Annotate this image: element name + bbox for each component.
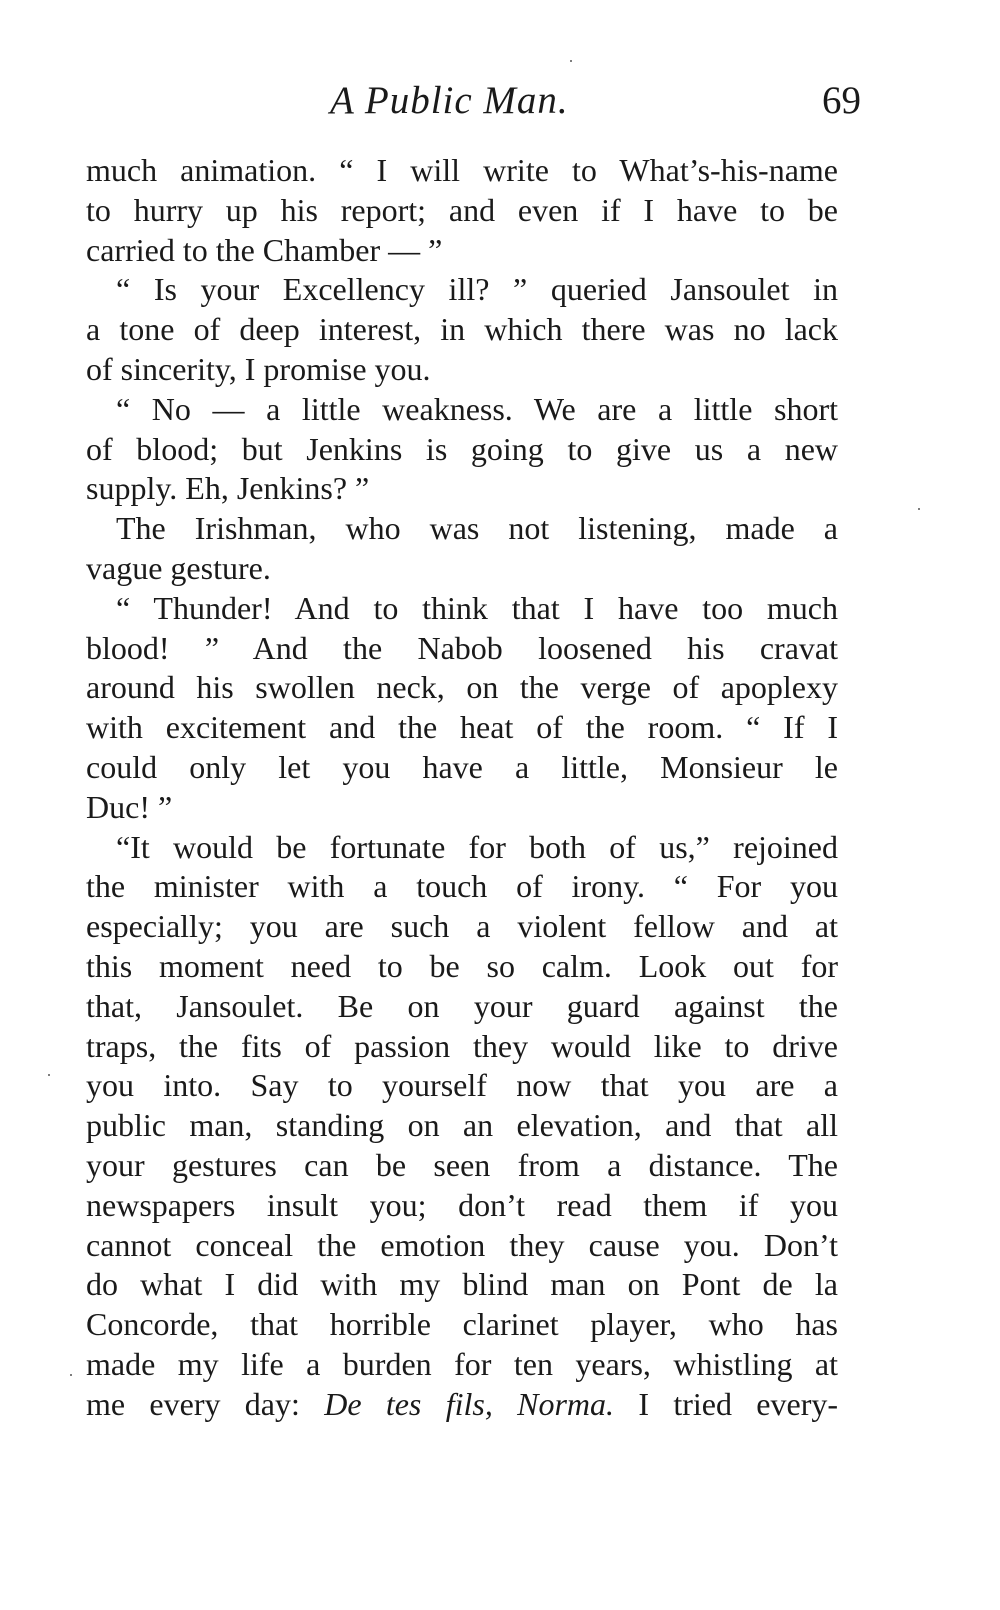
text-line: “It would be fortunate for both of us,” rejoined bbox=[116, 828, 838, 865]
body-text bbox=[86, 151, 838, 1425]
text-line: a tone of deep interest, in which there was no lack bbox=[86, 311, 838, 348]
text-line: traps, the fits of passion they would like to drive bbox=[86, 1027, 838, 1064]
text-line: around his swollen neck, on the verge of apoplexy bbox=[86, 669, 838, 706]
text-line: you into. Say to yourself now that you are a bbox=[86, 1067, 838, 1104]
page-number: 69 bbox=[822, 79, 861, 122]
last-line-before: me every day: bbox=[86, 1385, 325, 1422]
italic-quotation: De tes fils, Norma. bbox=[324, 1385, 615, 1422]
text-line: carried to the Chamber — ” bbox=[86, 231, 443, 268]
text-line: of blood; but Jenkins is going to give us a new bbox=[86, 430, 838, 467]
text-line: public man, standing on an elevation, and that all bbox=[86, 1107, 838, 1144]
text-line: Duc! ” bbox=[86, 788, 173, 825]
page-header bbox=[0, 78, 1000, 128]
scan-speck bbox=[48, 1074, 50, 1076]
text-line: vague gesture. bbox=[86, 549, 271, 586]
text-line: made my life a burden for ten years, whistling at bbox=[86, 1345, 838, 1382]
running-title: A Public Man. bbox=[330, 79, 569, 122]
text-line: your gestures can be seen from a distance. The bbox=[86, 1146, 838, 1183]
text-line: newspapers insult you; don’t read them if you bbox=[86, 1186, 838, 1223]
text-line: cannot conceal the emotion they cause you. Don’t bbox=[86, 1226, 838, 1263]
last-line-after: I tried every- bbox=[614, 1385, 839, 1422]
text-line: “ No — a little weakness. We are a little short bbox=[116, 390, 838, 427]
text-line: “ Is your Excellency ill? ” queried Jansoulet in bbox=[116, 271, 838, 308]
text-line: do what I did with my blind man on Pont de la bbox=[86, 1266, 838, 1303]
text-line: blood! ” And the Nabob loosened his cravat bbox=[86, 629, 838, 666]
text-line: Concorde, that horrible clarinet player, who has bbox=[86, 1306, 838, 1343]
text-line: to hurry up his report; and even if I have to be bbox=[86, 191, 838, 228]
text-line: especially; you are such a violent fellow and at bbox=[86, 908, 838, 945]
text-line: “ Thunder! And to think that I have too much bbox=[116, 589, 838, 626]
text-line: supply. Eh, Jenkins? ” bbox=[86, 470, 370, 507]
text-line: The Irishman, who was not listening, made a bbox=[116, 510, 838, 547]
text-line: with excitement and the heat of the room. “ If I bbox=[86, 709, 838, 746]
scan-speck bbox=[918, 508, 920, 510]
text-line: the minister with a touch of irony. “ For you bbox=[86, 868, 838, 905]
text-line: this moment need to be so calm. Look out for bbox=[86, 947, 838, 984]
text-line: could only let you have a little, Monsieur le bbox=[86, 748, 838, 785]
text-line: of sincerity, I promise you. bbox=[86, 350, 431, 387]
scan-speck bbox=[70, 1374, 72, 1376]
text-line: much animation. “ I will write to What’s-his-name bbox=[86, 152, 838, 188]
text-line-last bbox=[86, 1385, 838, 1425]
scan-speck bbox=[570, 60, 572, 62]
text-line: that, Jansoulet. Be on your guard against the bbox=[86, 987, 838, 1024]
